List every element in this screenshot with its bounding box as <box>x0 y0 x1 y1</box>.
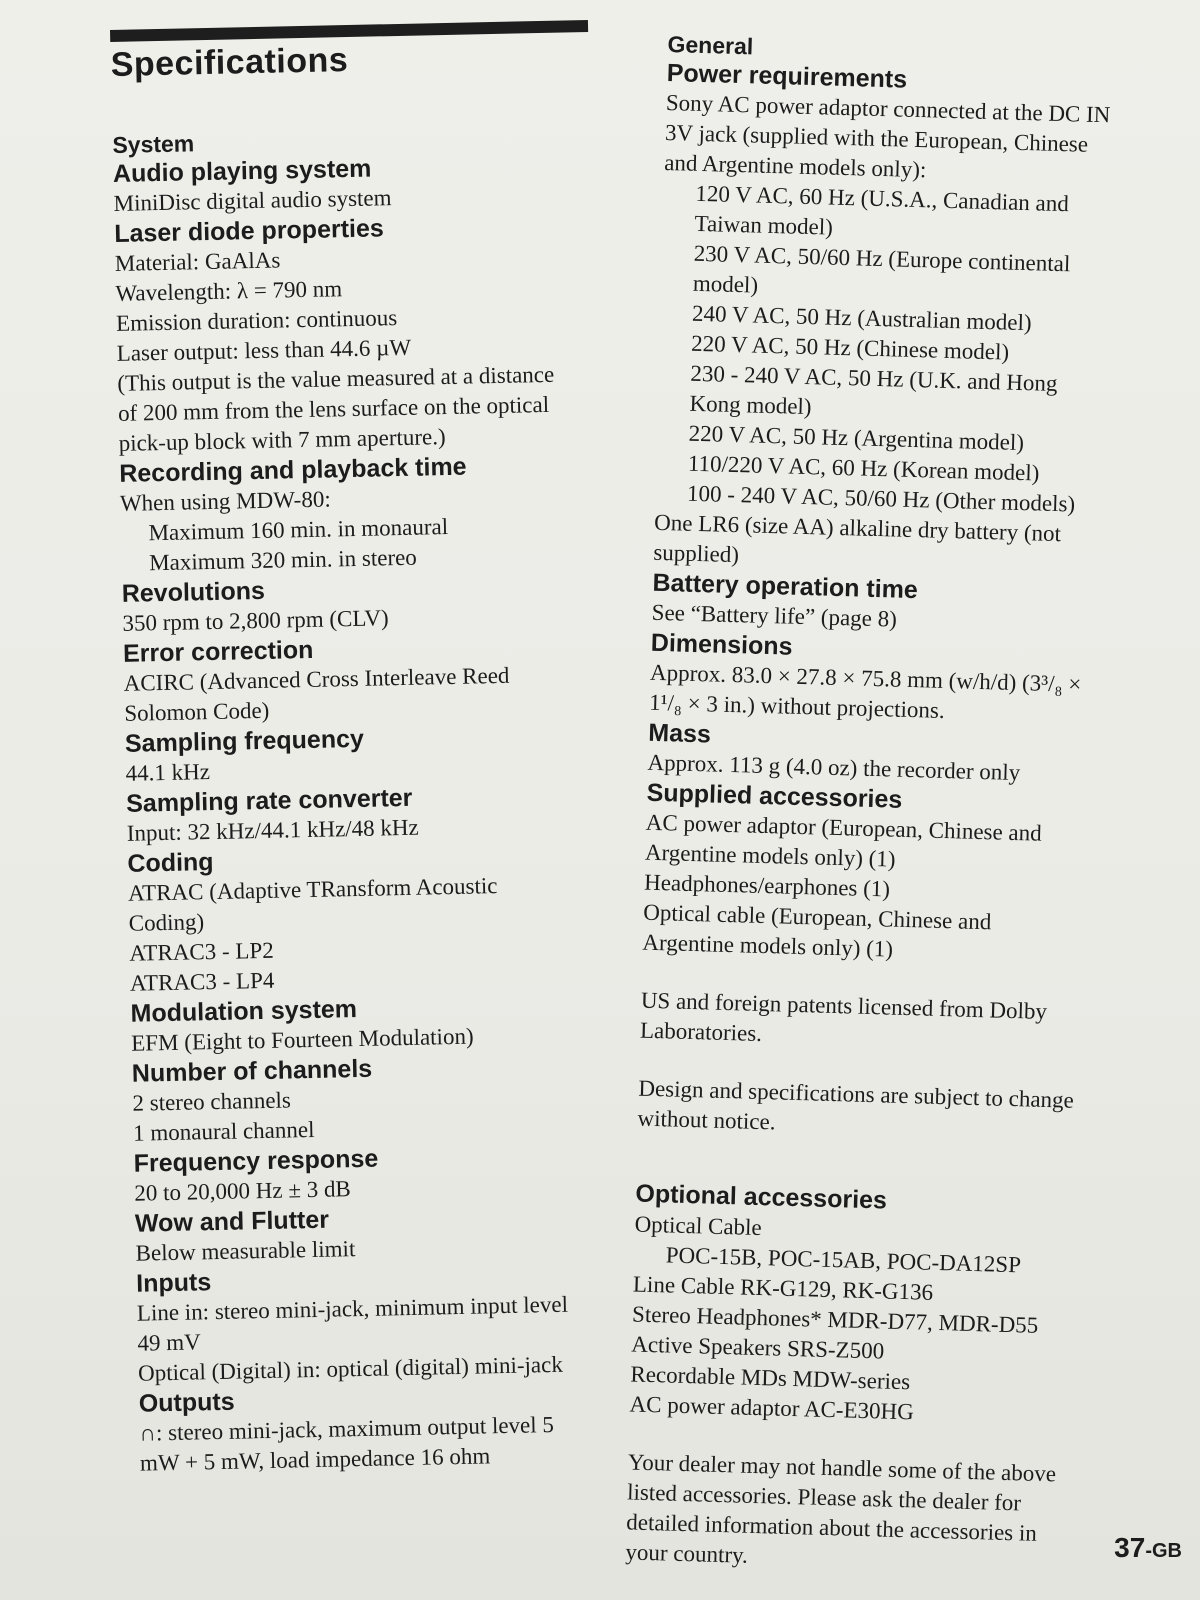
spec-line: Maximum 320 min. in stereo <box>148 544 418 576</box>
spec-line: Argentine models only) (1) <box>644 839 896 872</box>
spec-line: Approx. 83.0 × 27.8 × 75.8 mm (w/h/d) (3³/₈ × <box>649 659 1082 697</box>
spec-line: 20 to 20,000 Hz ± 3 dB <box>134 1176 352 1206</box>
spec-line: Maximum 160 min. in monaural <box>148 514 449 546</box>
spec-line: of 200 mm from the lens surface on the optical <box>117 391 550 426</box>
spec-line: AC power adaptor AC-E30HG <box>629 1391 915 1425</box>
spec-line: AC power adaptor (European, Chinese and <box>645 809 1043 846</box>
spec-line: 110/220 V AC, 60 Hz (Korean model) <box>687 450 1040 486</box>
spec-line: 49 mV <box>137 1329 202 1356</box>
spec-line: Recordable MDs MDW-series <box>630 1361 911 1395</box>
heading-supplied-accessories: Supplied accessories <box>646 778 903 814</box>
spec-line: When using MDW-80: <box>119 486 331 516</box>
page-number <box>1114 1532 1182 1564</box>
spec-line: model) <box>692 270 759 298</box>
heading-sampling-frequency: Sampling frequency <box>124 724 365 758</box>
dealer-note: your country. <box>625 1539 749 1568</box>
spec-line: MiniDisc digital audio system <box>113 185 392 216</box>
spec-line: 350 rpm to 2,800 rpm (CLV) <box>122 605 389 636</box>
heading-outputs: Outputs <box>138 1387 235 1418</box>
dolby-note: Laboratories. <box>639 1017 763 1047</box>
spec-line: ATRAC3 - LP4 <box>129 967 275 996</box>
left-column <box>110 19 650 1478</box>
heading-error-correction: Error correction <box>122 635 314 668</box>
spec-line: Laser output: less than 44.6 µW <box>116 334 412 366</box>
dealer-note: listed accessories. Please ask the dealer for <box>626 1479 1022 1516</box>
spec-line: 1 monaural channel <box>132 1116 315 1146</box>
change-notice: Design and specifications are subject to change <box>638 1075 1075 1113</box>
spec-line: Optical (Digital) in: optical (digital) mini-jack <box>137 1351 564 1386</box>
spec-line: Emission duration: continuous <box>115 305 398 336</box>
spec-line: Line Cable RK-G129, RK-G136 <box>632 1271 934 1305</box>
heading-recording-time: Recording and playback time <box>119 452 467 488</box>
heading-revolutions: Revolutions <box>121 576 266 608</box>
page-number-suffix: -GB <box>1145 1540 1182 1562</box>
heading-audio-playing-system: Audio playing system <box>112 154 372 188</box>
dolby-note: US and foreign patents licensed from Dolby <box>640 987 1048 1024</box>
spec-line: Stereo Headphones* MDR-D77, MDR-D55 <box>631 1301 1039 1338</box>
spec-line: supplied) <box>653 539 740 568</box>
spec-line: Below measurable limit <box>135 1236 356 1266</box>
spec-line: 240 V AC, 50 Hz (Australian model) <box>691 300 1032 336</box>
heading-mass: Mass <box>647 718 712 749</box>
spec-line: pick-up block with 7 mm aperture.) <box>118 424 446 456</box>
spec-line: Material: GaAlAs <box>114 247 281 276</box>
spec-line: Optical cable (European, Chinese and <box>643 899 992 935</box>
spec-line: 44.1 kHz <box>125 759 211 786</box>
system-title: System <box>112 130 195 158</box>
heading-laser-diode: Laser diode properties <box>113 214 385 248</box>
spec-line: Optical Cable <box>634 1211 763 1241</box>
spec-line: Wavelength: λ = 790 nm <box>115 276 343 306</box>
page-number-value: 37 <box>1114 1532 1146 1563</box>
dealer-note: detailed information about the accessories in <box>625 1509 1038 1546</box>
spec-line: Kong model) <box>689 390 812 420</box>
heading-battery: Battery operation time <box>652 568 919 605</box>
heading-coding: Coding <box>127 848 214 878</box>
spec-line: Line in: stereo mini-jack, minimum input level <box>136 1291 569 1326</box>
page-title: Specifications <box>110 41 349 84</box>
spec-line: 1¹/₈ × 3 in.) without projections. <box>648 689 946 723</box>
heading-wow-flutter: Wow and Flutter <box>134 1205 330 1238</box>
spec-line: 2 stereo channels <box>132 1087 292 1116</box>
heading-optional-accessories: Optional accessories <box>635 1179 888 1215</box>
spec-line: Argentine models only) (1) <box>642 929 894 962</box>
spec-line: 3V jack (supplied with the European, Chinese <box>664 119 1089 157</box>
spec-line: EFM (Eight to Fourteen Modulation) <box>130 1023 474 1056</box>
spec-line: mW + 5 mW, load impedance 16 ohm <box>139 1443 491 1476</box>
spec-line: ATRAC3 - LP2 <box>129 937 274 966</box>
heading-power: Power requirements <box>666 58 908 94</box>
spec-line: Input: 32 kHz/44.1 kHz/48 kHz <box>126 814 419 846</box>
change-notice: without notice. <box>637 1105 776 1135</box>
heading-inputs: Inputs <box>135 1268 212 1298</box>
heading-frequency-response: Frequency response <box>133 1144 379 1178</box>
spec-line: 220 V AC, 50 Hz (Argentina model) <box>688 420 1025 456</box>
heading-modulation: Modulation system <box>130 995 358 1028</box>
spec-line: See “Battery life” (page 8) <box>651 599 898 632</box>
spec-line: Coding) <box>128 909 205 936</box>
spec-line: Taiwan model) <box>694 210 834 240</box>
spec-line: ∩: stereo mini-jack, maximum output level 5 <box>139 1412 555 1446</box>
general-title: General <box>667 30 754 60</box>
spec-line: ATRAC (Adaptive TRansform Acoustic <box>127 873 498 906</box>
spec-line: Headphones/earphones (1) <box>643 869 891 902</box>
heading-channels: Number of channels <box>131 1054 373 1088</box>
spec-line: (This output is the value measured at a distance <box>117 361 555 396</box>
spec-line: Solomon Code) <box>124 697 270 726</box>
right-column <box>625 30 1118 1580</box>
spec-line: 100 - 240 V AC, 50/60 Hz (Other models) <box>686 480 1076 517</box>
spec-line: ACIRC (Advanced Cross Interleave Reed <box>123 662 510 696</box>
heading-dimensions: Dimensions <box>650 628 793 661</box>
dealer-note: Your dealer may not handle some of the above <box>627 1449 1057 1487</box>
spec-line: 120 V AC, 60 Hz (U.S.A., Canadian and <box>695 180 1070 217</box>
spec-line: Approx. 113 g (4.0 oz) the recorder only <box>647 749 1021 786</box>
spec-line: One LR6 (size AA) alkaline dry battery (not <box>653 509 1062 547</box>
spec-line: Sony AC power adaptor connected at the DC IN <box>665 89 1111 128</box>
spec-line: Active Speakers SRS-Z500 <box>630 1331 885 1364</box>
spec-line: 230 - 240 V AC, 50 Hz (U.K. and Hong <box>690 360 1058 397</box>
spec-line: and Argentine models only): <box>663 149 927 183</box>
spec-line: POC-15B, POC-15AB, POC-DA12SP <box>665 1242 1022 1278</box>
spec-line: 220 V AC, 50 Hz (Chinese model) <box>690 330 1010 365</box>
spec-line: 230 V AC, 50/60 Hz (Europe continental <box>693 240 1071 277</box>
heading-sampling-rate-converter: Sampling rate converter <box>125 783 413 818</box>
